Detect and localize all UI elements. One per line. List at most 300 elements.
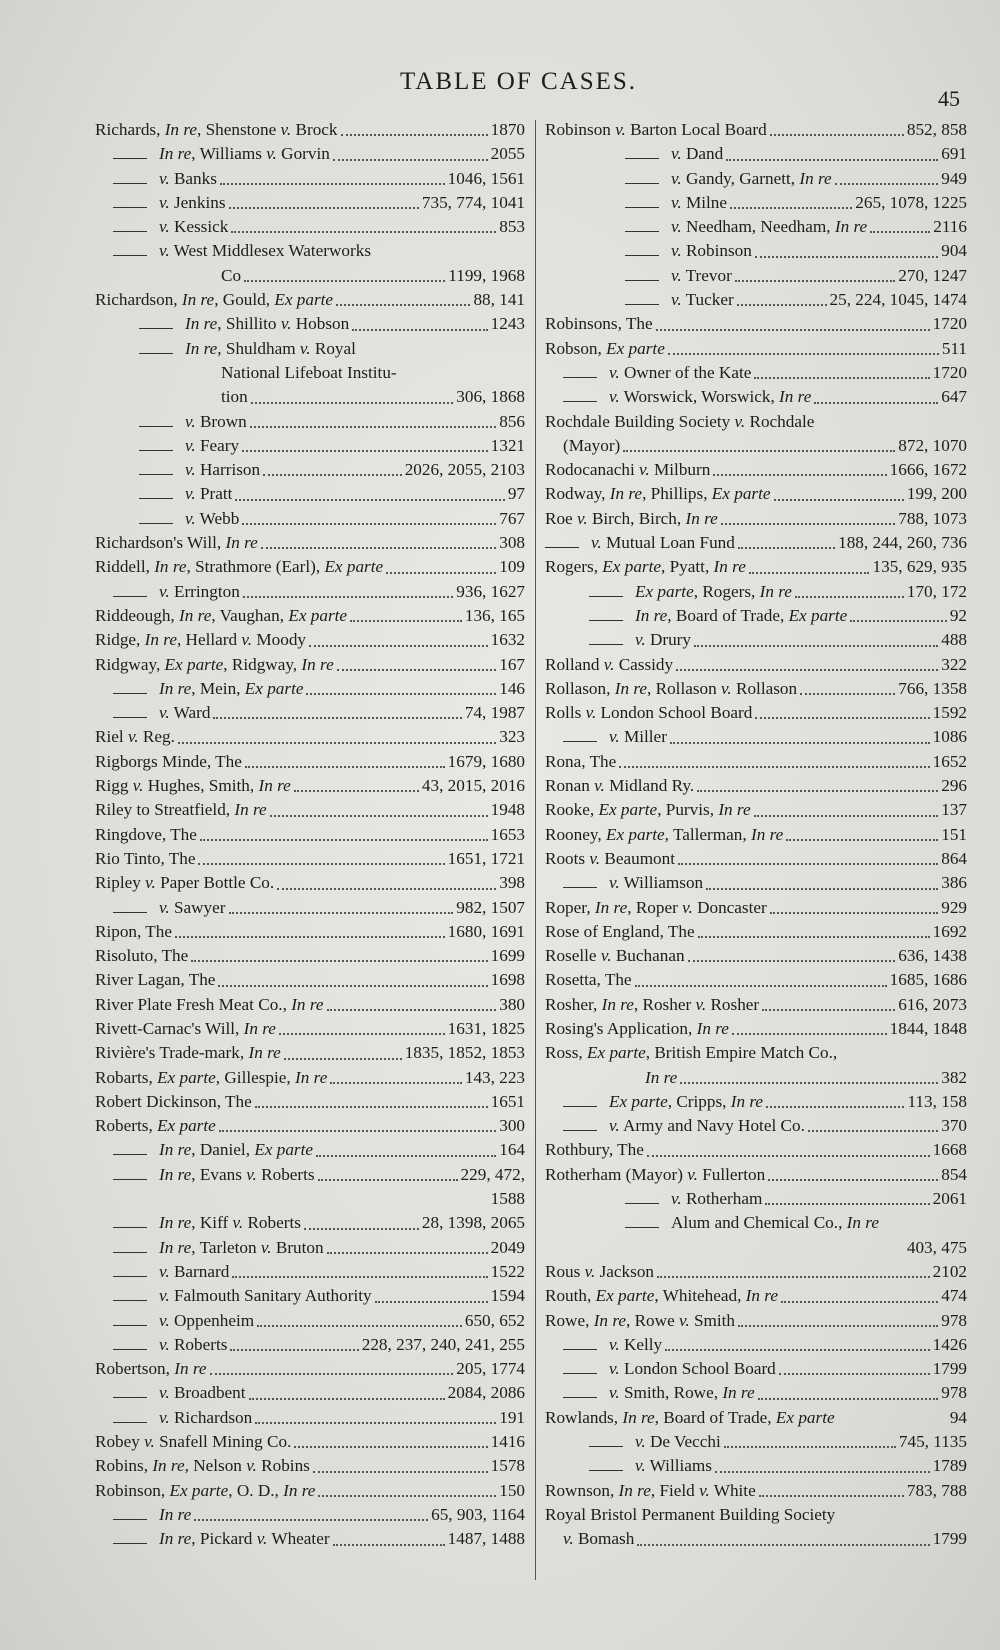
- case-name: Rolland v. Cassidy: [545, 654, 674, 674]
- dot-leader: [242, 522, 496, 525]
- case-name: v. Tucker: [671, 290, 734, 310]
- case-name: v. Richardson: [159, 1407, 253, 1427]
- ditto-dash: [625, 255, 659, 256]
- dot-leader: [721, 522, 895, 525]
- page-references: 1720: [932, 314, 967, 334]
- page-references: 74, 1987: [464, 703, 525, 723]
- page-references: 650, 652: [464, 1310, 525, 1330]
- case-name: Rooney, Ex parte, Tallerman, In re: [545, 824, 784, 844]
- case-entry-line: [545, 1381, 967, 1405]
- dot-leader: [668, 352, 939, 355]
- case-entry-line: [95, 1017, 525, 1041]
- ditto-dash: [625, 183, 659, 184]
- dot-leader: [715, 1470, 930, 1473]
- case-name: tion: [221, 387, 248, 407]
- page-references: 788, 1073: [898, 508, 967, 528]
- case-name: Rose of England, The: [545, 921, 695, 941]
- page-references: 205, 1774: [456, 1359, 525, 1379]
- dot-leader: [706, 887, 938, 890]
- page-references: 1668: [932, 1140, 967, 1160]
- ditto-dash: [139, 450, 173, 451]
- dot-leader: [231, 230, 496, 233]
- page-references: 1680, 1691: [447, 921, 525, 941]
- case-name: Roe v. Birch, Birch, In re: [545, 508, 718, 528]
- case-entry-line: [95, 215, 525, 239]
- page-references: 978: [941, 1310, 967, 1330]
- case-name: Rigg v. Hughes, Smith, In re: [95, 776, 291, 796]
- dot-leader: [755, 255, 938, 258]
- left-column: [95, 118, 525, 1552]
- case-name: Rochdale Building Society v. Rochdale: [545, 411, 815, 431]
- case-entry: [95, 118, 525, 142]
- case-entry: [545, 1041, 967, 1090]
- case-name: Robinson, Ex parte, O. D., In re: [95, 1480, 316, 1500]
- dot-leader: [178, 741, 496, 744]
- ditto-dash: [563, 377, 597, 378]
- page-references-continued: 1588: [490, 1189, 525, 1209]
- dot-leader: [294, 789, 419, 792]
- case-entry: [95, 993, 525, 1017]
- page-references: 1692: [932, 921, 967, 941]
- case-entry: [545, 1284, 967, 1308]
- case-name: Rosher, In re, Rosher v. Rosher: [545, 994, 760, 1014]
- case-entry: [95, 580, 525, 604]
- case-entry-line: [95, 920, 525, 944]
- case-name: River Lagan, The: [95, 970, 216, 990]
- case-entry-line: [95, 823, 525, 847]
- page-references: 1487, 1488: [447, 1529, 525, 1549]
- case-name: In re, Tarleton v. Bruton: [159, 1237, 324, 1257]
- dot-leader: [694, 644, 938, 647]
- dot-leader: [724, 1445, 896, 1448]
- case-entry-line: [95, 1163, 525, 1187]
- dot-leader: [304, 1227, 419, 1230]
- case-entry: [95, 312, 525, 336]
- page-references: 1243: [490, 314, 525, 334]
- case-name: v. Broadbent: [159, 1383, 246, 1403]
- case-entry: [545, 604, 967, 628]
- case-entry: [95, 1284, 525, 1308]
- case-name: Roots v. Beaumont: [545, 848, 676, 868]
- case-name: Robinsons, The: [545, 314, 653, 334]
- dot-leader: [759, 1494, 904, 1497]
- dot-leader: [647, 1154, 930, 1157]
- case-entry: [545, 555, 967, 579]
- case-entry-line: [95, 725, 525, 749]
- case-entry: [95, 944, 525, 968]
- ditto-dash: [113, 1349, 147, 1350]
- case-name: Rio Tinto, The: [95, 848, 196, 868]
- case-entry: [545, 677, 967, 701]
- case-entry: [545, 458, 967, 482]
- page-references: 150: [499, 1480, 525, 1500]
- case-entry-line: [545, 871, 967, 895]
- case-entry-line: [545, 774, 967, 798]
- page-references: 151: [941, 824, 967, 844]
- page-references: 323: [499, 727, 525, 747]
- case-entry-line: [95, 385, 525, 409]
- case-name: Robey v. Snafell Mining Co.: [95, 1432, 292, 1452]
- case-name: In re, Board of Trade, Ex parte: [635, 605, 848, 625]
- case-entry-line: [95, 871, 525, 895]
- case-entry: [95, 1017, 525, 1041]
- case-entry: [545, 774, 967, 798]
- case-entry: [545, 312, 967, 336]
- ditto-dash: [113, 1252, 147, 1253]
- dot-leader: [257, 1324, 462, 1327]
- dot-leader: [333, 158, 488, 161]
- page-references: 146: [499, 678, 525, 698]
- case-name: v. De Vecchi: [635, 1432, 721, 1452]
- case-entry: [95, 1260, 525, 1284]
- page-references: 1789: [932, 1456, 967, 1476]
- dot-leader: [198, 862, 444, 865]
- case-entry-line: [545, 1090, 967, 1114]
- page-references: 856: [499, 411, 525, 431]
- case-name: Rodocanachi v. Milburn: [545, 460, 711, 480]
- page-references: 370: [941, 1116, 967, 1136]
- case-entry-line: [95, 1066, 525, 1090]
- case-name: Co: [221, 265, 242, 285]
- case-name: Royal Bristol Permanent Building Society: [545, 1504, 836, 1524]
- dot-leader: [730, 206, 852, 209]
- case-entry-line: [545, 458, 967, 482]
- case-entry: [545, 725, 967, 749]
- case-entry-line: [95, 288, 525, 312]
- case-entry-line: [95, 410, 525, 434]
- case-entry-line: [545, 993, 967, 1017]
- case-entry: [95, 968, 525, 992]
- case-entry-line: [95, 677, 525, 701]
- dot-leader: [835, 182, 939, 185]
- page-references: 229, 472,: [460, 1164, 525, 1184]
- case-entry: [545, 531, 967, 555]
- case-name: v. Pratt: [185, 484, 233, 504]
- ditto-dash: [113, 207, 147, 208]
- case-entry: [95, 1309, 525, 1333]
- case-entry-line: [545, 410, 967, 434]
- case-name: v. Errington: [159, 581, 240, 601]
- page-references: 94: [949, 1407, 967, 1427]
- case-entry-line: [545, 1333, 967, 1357]
- dot-leader: [242, 449, 488, 452]
- case-entry: [545, 1090, 967, 1114]
- case-entry: [95, 1163, 525, 1212]
- dot-leader: [327, 1251, 488, 1254]
- case-entry-line: [545, 823, 967, 847]
- dot-leader: [235, 498, 504, 501]
- page-references: 864: [941, 848, 967, 868]
- case-name: Rodway, In re, Phillips, Ex parte: [545, 484, 771, 504]
- ditto-dash: [625, 304, 659, 305]
- case-entry: [545, 385, 967, 409]
- page-references: 511: [941, 338, 967, 358]
- page-references: 1679, 1680: [447, 751, 525, 771]
- case-name: Ex parte, Cripps, In re: [609, 1091, 764, 1111]
- ditto-dash: [563, 1397, 597, 1398]
- page-references: 647: [941, 387, 967, 407]
- case-entry-line: [95, 1333, 525, 1357]
- case-entry: [545, 337, 967, 361]
- dot-leader: [635, 984, 887, 987]
- right-column: [545, 118, 967, 1552]
- case-name: v. Ward: [159, 703, 211, 723]
- ditto-dash: [113, 1325, 147, 1326]
- dot-leader: [279, 1032, 445, 1035]
- ditto-dash: [113, 912, 147, 913]
- case-entry-line: [95, 1211, 525, 1235]
- dot-leader: [243, 595, 453, 598]
- case-entry: [95, 1041, 525, 1065]
- case-name: In re, Daniel, Ex parte: [159, 1140, 314, 1160]
- case-entry-line: [545, 555, 967, 579]
- page-references: 853: [499, 217, 525, 237]
- page-references: 109: [499, 557, 525, 577]
- page-references: 143, 223: [464, 1067, 525, 1087]
- ditto-dash: [563, 401, 597, 402]
- case-entry: [95, 288, 525, 312]
- page-header: [0, 58, 1000, 111]
- dot-leader: [781, 1300, 938, 1303]
- dot-leader: [251, 401, 454, 404]
- dot-leader: [680, 1081, 938, 1084]
- page-references: 136, 165: [464, 605, 525, 625]
- case-name: Rownson, In re, Field v. White: [545, 1480, 756, 1500]
- case-entry-line: [95, 750, 525, 774]
- page-references: 766, 1358: [898, 678, 967, 698]
- page-references: 403, 475: [906, 1237, 967, 1257]
- case-entry: [95, 507, 525, 531]
- case-name: Rous v. Jackson: [545, 1261, 655, 1281]
- page-references: 1799: [932, 1529, 967, 1549]
- case-name: v. Dand: [671, 144, 724, 164]
- dot-leader: [697, 789, 938, 792]
- dot-leader: [678, 862, 938, 865]
- page-references: 745, 1135: [898, 1432, 967, 1452]
- ditto-dash: [563, 1130, 597, 1131]
- page-references: 1578: [490, 1456, 525, 1476]
- ditto-dash: [589, 644, 623, 645]
- case-entry-line: [95, 604, 525, 628]
- ditto-dash: [113, 1276, 147, 1277]
- case-entry: [545, 1138, 967, 1162]
- case-entry: [545, 944, 967, 968]
- dot-leader: [766, 1105, 904, 1108]
- case-name: v. Rotherham: [671, 1189, 763, 1209]
- case-entry-line: [95, 993, 525, 1017]
- ditto-dash: [589, 620, 623, 621]
- case-entry-line: [545, 725, 967, 749]
- dot-leader: [175, 935, 445, 938]
- page-references: 228, 237, 240, 241, 255: [361, 1334, 525, 1354]
- case-entry-line: [95, 434, 525, 458]
- ditto-dash: [113, 158, 147, 159]
- case-entry-line: [545, 1066, 967, 1090]
- dot-leader: [352, 328, 487, 331]
- case-entry-line: [545, 1357, 967, 1381]
- case-name: v. London School Board: [609, 1359, 776, 1379]
- case-name: v. Milne: [671, 192, 728, 212]
- case-entry: [95, 725, 525, 749]
- dot-leader: [623, 449, 895, 452]
- dot-leader: [754, 814, 939, 817]
- case-name: Rotherham (Mayor) v. Fullerton: [545, 1164, 766, 1184]
- case-name: v. Barnard: [159, 1261, 230, 1281]
- case-entry-line: [95, 191, 525, 215]
- case-entry: [95, 871, 525, 895]
- page-references: 2049: [490, 1237, 525, 1257]
- case-name: In re, Williams v. Gorvin: [159, 144, 330, 164]
- case-entry-line: [545, 264, 967, 288]
- case-entry-line: [95, 167, 525, 191]
- case-entry-line: [545, 580, 967, 604]
- case-name: In re, Kiff v. Roberts: [159, 1213, 301, 1233]
- case-entry: [95, 215, 525, 239]
- ditto-dash: [113, 1422, 147, 1423]
- dot-leader: [665, 1348, 929, 1351]
- page-references: 306, 1868: [456, 387, 525, 407]
- ditto-dash: [113, 183, 147, 184]
- dot-leader: [220, 182, 445, 185]
- case-name: In re: [645, 1067, 678, 1087]
- case-name: Rolls v. London School Board: [545, 703, 753, 723]
- case-entry-line: [95, 1503, 525, 1527]
- page-references: 265, 1078, 1225: [855, 192, 967, 212]
- dot-leader: [850, 619, 947, 622]
- case-name: Roper, In re, Roper v. Doncaster: [545, 897, 767, 917]
- dot-leader: [738, 1324, 938, 1327]
- case-entry: [95, 1406, 525, 1430]
- case-entry-line: [545, 385, 967, 409]
- case-name: v. Owner of the Kate: [609, 362, 752, 382]
- dot-leader: [779, 1372, 930, 1375]
- case-name: Richardson's Will, In re: [95, 533, 258, 553]
- ditto-dash: [563, 741, 597, 742]
- ditto-dash: [589, 1446, 623, 1447]
- case-name: Riddeough, In re, Vaughan, Ex parte: [95, 605, 348, 625]
- case-entry-line: [545, 482, 967, 506]
- page-references: 1651: [490, 1091, 525, 1111]
- dot-leader: [688, 959, 896, 962]
- page-references: 1948: [490, 800, 525, 820]
- case-entry-line: [95, 264, 525, 288]
- dot-leader: [213, 716, 461, 719]
- page-references: 398: [499, 873, 525, 893]
- case-name: Rollason, In re, Rollason v. Rollason: [545, 678, 798, 698]
- case-entry: [95, 167, 525, 191]
- case-entry-line: [95, 507, 525, 531]
- dot-leader: [306, 692, 496, 695]
- page-references: 1685, 1686: [889, 970, 967, 990]
- case-entry: [545, 920, 967, 944]
- case-entry-line: [545, 1284, 967, 1308]
- page-references: 636, 1438: [898, 946, 967, 966]
- case-entry: [95, 847, 525, 871]
- case-entry: [545, 1357, 967, 1381]
- page-references: 1835, 1852, 1853: [404, 1043, 525, 1063]
- case-entry: [545, 482, 967, 506]
- case-entry: [95, 628, 525, 652]
- case-name: v. Kelly: [609, 1334, 663, 1354]
- case-entry: [95, 1479, 525, 1503]
- page-references: 380: [499, 994, 525, 1014]
- dot-leader: [698, 935, 930, 938]
- case-name: v. Feary: [185, 435, 240, 455]
- page-references: 474: [941, 1286, 967, 1306]
- ditto-dash: [113, 717, 147, 718]
- case-name: v. Gandy, Garnett, In re: [671, 168, 832, 188]
- page-references: 1844, 1848: [889, 1018, 967, 1038]
- case-entry-line: [545, 701, 967, 725]
- ditto-dash: [139, 474, 173, 475]
- case-entry: [95, 920, 525, 944]
- case-entry-line: [545, 896, 967, 920]
- case-entry-line: [545, 1114, 967, 1138]
- dot-leader: [219, 1129, 496, 1132]
- dot-leader: [244, 279, 445, 282]
- dot-leader: [255, 1421, 496, 1424]
- dot-leader: [232, 1275, 487, 1278]
- case-name: v. West Middlesex Waterworks: [159, 241, 372, 261]
- case-entry: [545, 142, 967, 166]
- page-references: 982, 1507: [456, 897, 525, 917]
- dot-leader: [838, 1423, 947, 1424]
- case-entry-line: [95, 1138, 525, 1162]
- ditto-dash: [563, 1373, 597, 1374]
- case-entry: [95, 677, 525, 701]
- dot-leader: [194, 1518, 428, 1521]
- page-references: 199, 200: [906, 484, 967, 504]
- dot-leader: [245, 765, 445, 768]
- case-entry: [95, 701, 525, 725]
- case-entry: [545, 847, 967, 871]
- case-name: Rowlands, In re, Board of Trade, Ex parte: [545, 1407, 835, 1427]
- page-references: 65, 903, 1164: [431, 1504, 525, 1524]
- case-entry: [545, 1479, 967, 1503]
- page-references: 300: [499, 1116, 525, 1136]
- dot-leader: [656, 328, 930, 331]
- case-entry-line: [545, 1454, 967, 1478]
- case-entry: [545, 361, 967, 385]
- dot-leader: [318, 1494, 496, 1497]
- case-name: v. Banks: [159, 168, 217, 188]
- case-entry-line: [95, 1236, 525, 1260]
- case-entry-line: [95, 1260, 525, 1284]
- case-entry: [545, 993, 967, 1017]
- case-entry: [95, 1430, 525, 1454]
- case-entry-line: [545, 142, 967, 166]
- dot-leader: [294, 1445, 487, 1448]
- case-name: Riley to Streatfield, In re: [95, 800, 267, 820]
- dot-leader: [330, 1081, 462, 1084]
- case-entry: [95, 774, 525, 798]
- page-references: 43, 2015, 2016: [421, 776, 525, 796]
- page-references: 872, 1070: [898, 435, 967, 455]
- case-name: Ripley v. Paper Bottle Co.: [95, 873, 275, 893]
- dot-leader: [670, 741, 930, 744]
- case-name: Ridgway, Ex parte, Ridgway, In re: [95, 654, 334, 674]
- case-name: Ross, Ex parte, British Empire Match Co.,: [545, 1043, 838, 1063]
- case-name: v. Williams: [635, 1456, 712, 1476]
- dot-leader: [191, 959, 487, 962]
- ditto-dash: [563, 1349, 597, 1350]
- dot-leader: [870, 230, 930, 233]
- page-references: 1321: [490, 435, 525, 455]
- case-name: Robins, In re, Nelson v. Robins: [95, 1456, 310, 1476]
- page-references: 2102: [932, 1261, 967, 1281]
- case-entry: [95, 239, 525, 288]
- dot-leader: [814, 401, 938, 404]
